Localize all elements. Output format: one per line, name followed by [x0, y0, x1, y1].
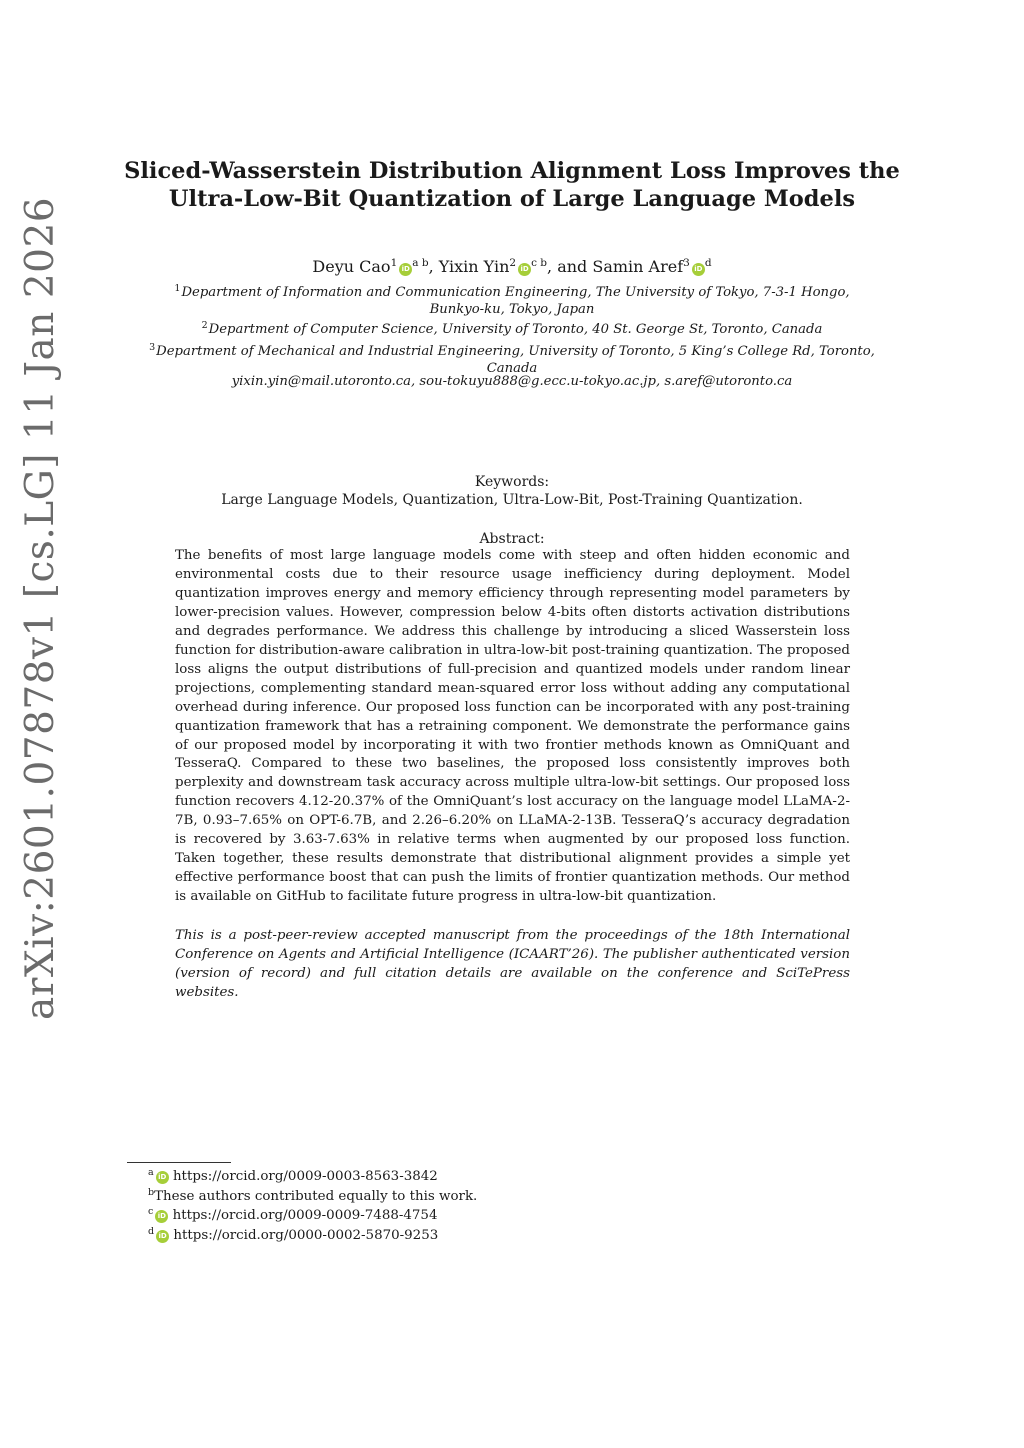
affil-number: 3: [683, 257, 690, 269]
paper-title: [0, 157, 1024, 213]
keywords: Large Language Models, Quantization, Ultra-Low-Bit, Post-Training Quantization.: [221, 492, 803, 508]
footnote-link[interactable]: https://orcid.org/0009-0009-7488-4754: [172, 1208, 438, 1223]
footnote-marks: a b: [412, 257, 429, 269]
footnote-rule: [127, 1162, 231, 1163]
affil-number: 2: [509, 257, 517, 269]
footnote-marks: d: [704, 257, 712, 269]
footnote-link[interactable]: https://orcid.org/0000-0002-5870-9253: [173, 1228, 439, 1243]
author-separator: , and: [547, 257, 593, 276]
abstract-label: Abstract:: [479, 531, 545, 547]
orcid-icon[interactable]: iD: [156, 1230, 169, 1243]
footnote-marks: c b: [531, 257, 548, 269]
affil-number: 2: [201, 320, 208, 331]
abstract-body: The benefits of most large language models come with steep and often hidden economic and environmental costs due to their resource usage inefficiency during deployment. Model quantization improves energy and memory efficiency through representing model parameters by lower-precision values. However, compression below 4-bits often distorts activation distributions and degrades performance. We address this challenge by introducing a sliced Wasserstein loss function for distribution-aware calibration in ultra-low-bit post-training quantization. The proposed loss aligns the output distributions of full-precision and quantized models under random linear projections, complementing standard mean-squared error loss without adding any computational overhead during inference. Our proposed loss function can be incorporated with any post-training quantization framework that has a retraining component. We demonstrate the performance gains of our proposed model by incorporating it with two frontier methods known as OmniQuant and TesseraQ. Compared to these two baselines, the proposed loss consistently improves both perplexity and downstream task accuracy across multiple ultra-low-bit settings. Our proposed loss function recovers 4.12-20.37% of the OmniQuant’s lost accuracy on the language model LLaMA-2-7B, 0.93–7.65% on OPT-6.7B, and 2.26–6.20% on LLaMA-2-13B. TesseraQ’s accuracy degradation is recovered by 3.63-7.63% in relative terms when augmented by our proposed loss function. Taken together, these results demonstrate that distributional alignment provides a simple yet effective performance boost that can push the limits of frontier quantization methods. Our method is available on GitHub to facilitate future progress in ultra-low-bit quantization.: [175, 548, 850, 905]
author-separator: ,: [428, 257, 439, 276]
affiliation-1: [0, 283, 1024, 300]
affiliation-text: Department of Mechanical and Industrial Engineering, University of Toronto, 5 King’s College Rd, Toronto,: [156, 344, 875, 359]
footnote-d: [148, 1226, 438, 1243]
affil-number: 1: [174, 283, 181, 294]
title-line-2: Ultra-Low-Bit Quantization of Large Language Models: [168, 186, 856, 212]
title-line-1: Sliced-Wasserstein Distribution Alignment Loss Improves the: [124, 158, 900, 184]
affiliation-text: Department of Information and Communication Engineering, The University of Tokyo, 7-3-1 Hongo,: [181, 285, 850, 300]
affiliation-2: [0, 320, 1024, 337]
footnote-a: [148, 1167, 438, 1184]
orcid-icon[interactable]: iD: [692, 263, 705, 276]
affiliation-1-cont: Bunkyo-ku, Tokyo, Japan: [429, 302, 595, 317]
footnote-mark: d: [148, 1226, 155, 1237]
orcid-icon[interactable]: iD: [156, 1171, 169, 1184]
author-list: [0, 257, 1024, 276]
publication-notice: This is a post-peer-review accepted manuscript from the proceedings of the 18th International Conference on Agents and Artificial Intelligence (ICAART’26). The publisher authenticated version (version of record) and full citation details are available on the conference and SciTePress websites.: [175, 928, 850, 1000]
arxiv-identifier: arXiv:2601.07878v1 [cs.LG] 11 Jan 2026: [18, 196, 63, 1020]
author-name: Yixin Yin: [438, 257, 510, 276]
affiliation-3: [0, 342, 1024, 359]
footnote-mark: a: [148, 1167, 154, 1178]
affiliation-text: Department of Computer Science, University of Toronto, 40 St. George St, Toronto, Canada: [208, 322, 823, 337]
author-name: Samin Aref: [592, 257, 684, 276]
affil-number: 1: [390, 257, 398, 269]
footnote-c: [148, 1206, 437, 1223]
footnote-mark: b: [148, 1187, 155, 1198]
orcid-icon[interactable]: iD: [518, 263, 531, 276]
keywords-label: Keywords:: [474, 474, 550, 490]
footnote-mark: c: [148, 1206, 154, 1217]
affiliation-3-cont: Canada: [486, 361, 538, 376]
footnote-link[interactable]: https://orcid.org/0009-0003-8563-3842: [172, 1169, 438, 1184]
orcid-icon[interactable]: iD: [155, 1210, 168, 1223]
affil-number: 3: [149, 342, 156, 353]
footnote-text: These authors contributed equally to this work.: [154, 1189, 478, 1204]
orcid-icon[interactable]: iD: [399, 263, 412, 276]
email-list: yixin.yin@mail.utoronto.ca, sou-tokuyu888@g.ecc.u-tokyo.ac.jp, s.aref@utoronto.ca: [231, 374, 793, 389]
author-name: Deyu Cao: [312, 257, 391, 276]
footnote-b: [148, 1187, 477, 1204]
